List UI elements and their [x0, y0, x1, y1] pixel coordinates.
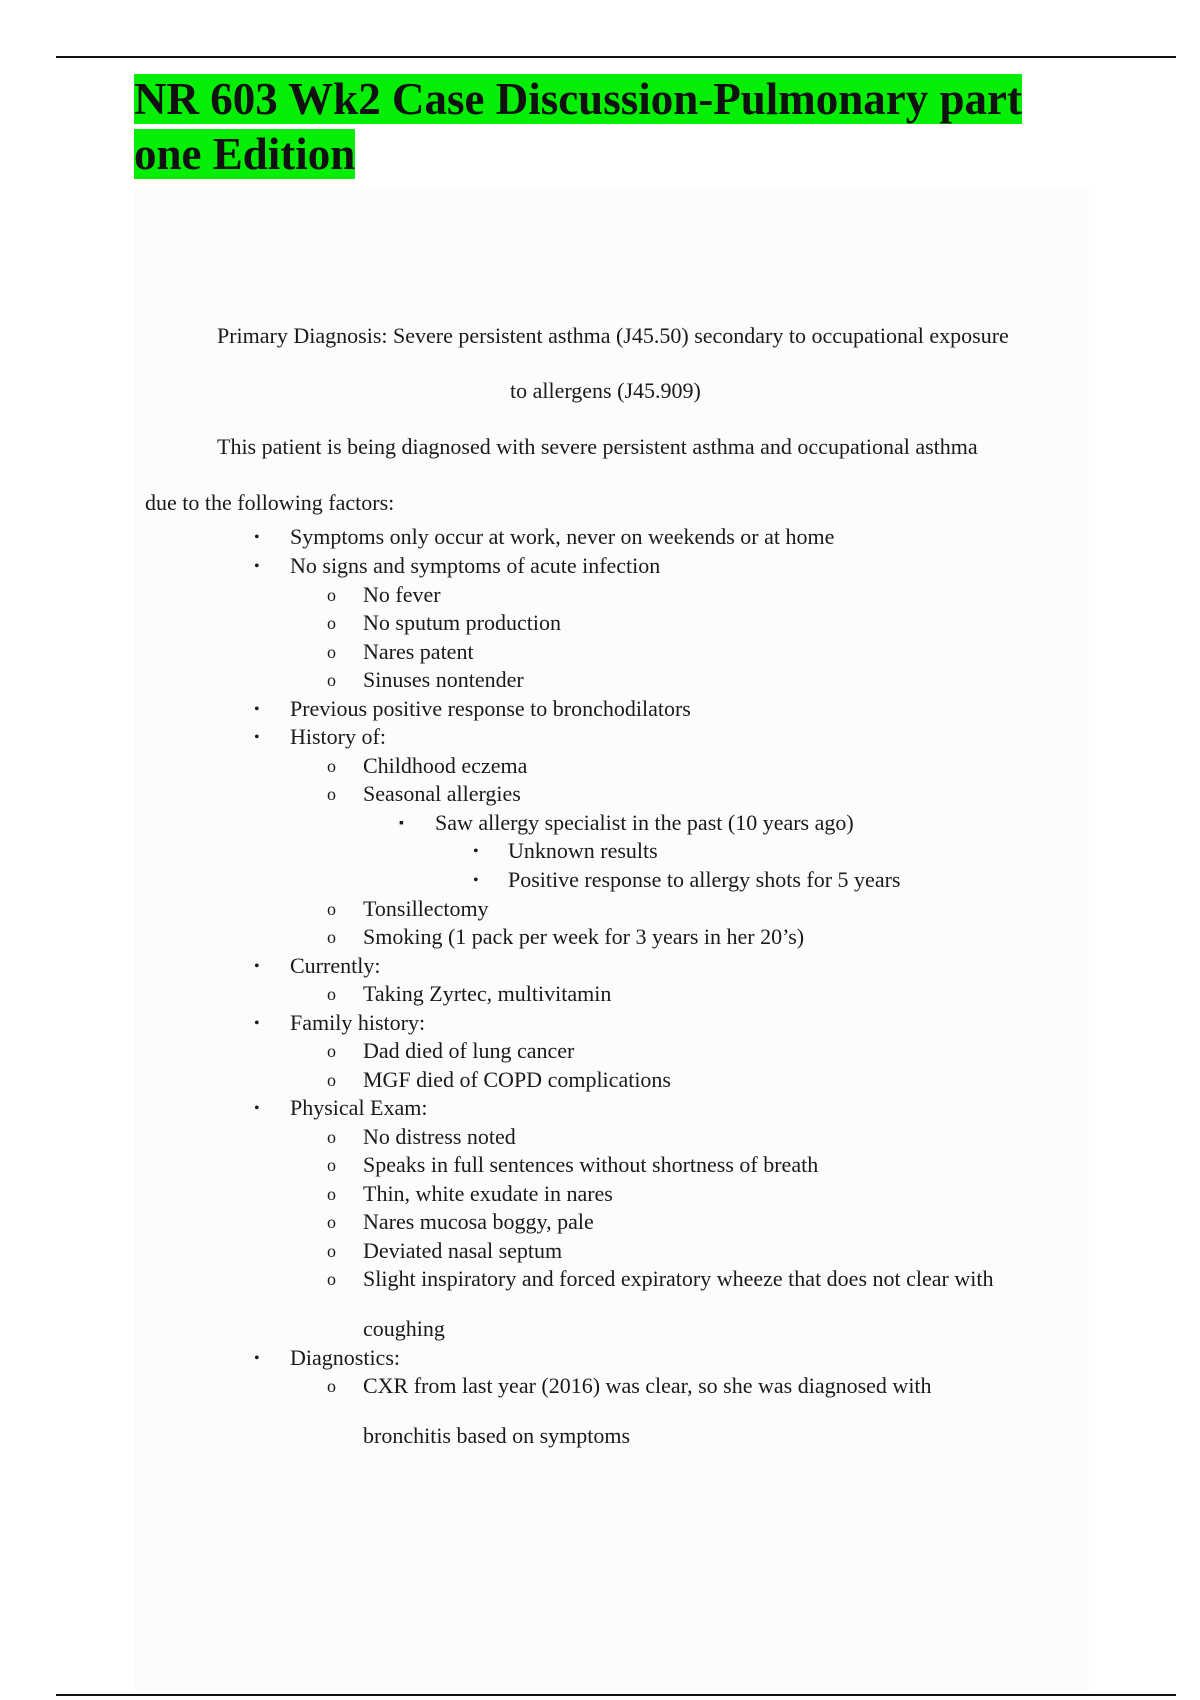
list-item: Thin, white exudate in nares — [363, 1181, 613, 1206]
list-item: Speaks in full sentences without shortness of breath — [363, 1152, 819, 1177]
list-item: Childhood eczema — [363, 753, 528, 778]
list-item: Dad died of lung cancer — [363, 1038, 575, 1063]
list-marker-level-2: o — [327, 1241, 336, 1261]
list-item: No signs and symptoms of acute infection — [290, 553, 661, 578]
list-item: Seasonal allergies — [363, 781, 521, 806]
intro-paragraph-continued: due to the following factors: — [145, 490, 395, 515]
list-marker-level-2: o — [327, 1376, 336, 1396]
list-marker-level-2: o — [327, 756, 336, 776]
list-marker-level-2: o — [327, 585, 336, 605]
list-marker-level-2: o — [327, 1041, 336, 1061]
list-item: Saw allergy specialist in the past (10 years ago) — [435, 810, 854, 835]
list-marker-level-2: o — [327, 642, 336, 662]
list-marker-level-4: • — [473, 843, 479, 860]
list-item: CXR from last year (2016) was clear, so she was diagnosed with — [363, 1373, 932, 1398]
list-marker-level-2: o — [327, 1127, 336, 1147]
title-line-1: NR 603 Wk2 Case Discussion-Pulmonary part — [134, 74, 1022, 124]
list-marker-level-2: o — [327, 670, 336, 690]
list-marker-level-1: • — [254, 701, 260, 718]
list-marker-level-2: o — [327, 1212, 336, 1232]
list-item: Physical Exam: — [290, 1095, 428, 1120]
list-item: Family history: — [290, 1010, 426, 1035]
list-item: Taking Zyrtec, multivitamin — [363, 981, 612, 1006]
list-item: Smoking (1 pack per week for 3 years in her 20’s) — [363, 924, 805, 949]
list-item: Slight inspiratory and forced expiratory wheeze that does not clear with — [363, 1266, 994, 1291]
list-item: History of: — [290, 724, 386, 749]
list-marker-level-2: o — [327, 784, 336, 804]
list-marker-level-1: • — [254, 958, 260, 975]
list-marker-level-2: o — [327, 1155, 336, 1175]
list-marker-level-4: • — [473, 872, 479, 889]
list-item: No sputum production — [363, 610, 561, 635]
list-item: Nares mucosa boggy, pale — [363, 1209, 594, 1234]
bottom-rule — [56, 1694, 1176, 1696]
list-marker-level-1: • — [254, 1350, 260, 1367]
list-item: Currently: — [290, 953, 381, 978]
list-item: Sinuses nontender — [363, 667, 524, 692]
list-item: Deviated nasal septum — [363, 1238, 563, 1263]
list-marker-level-1: • — [254, 1100, 260, 1117]
top-rule — [56, 56, 1176, 58]
list-marker-level-3: ▪ — [399, 816, 404, 831]
list-item: Positive response to allergy shots for 5 years — [508, 867, 901, 892]
list-marker-level-2: o — [327, 899, 336, 919]
list-item: coughing — [363, 1316, 445, 1341]
list-item: Symptoms only occur at work, never on weekends or at home — [290, 524, 835, 549]
list-item: No distress noted — [363, 1124, 516, 1149]
list-item: Diagnostics: — [290, 1345, 400, 1370]
list-marker-level-2: o — [327, 1269, 336, 1289]
list-marker-level-2: o — [327, 984, 336, 1004]
document-title — [134, 72, 1094, 182]
list-item: Nares patent — [363, 639, 474, 664]
title-line-2: one Edition — [134, 129, 356, 179]
list-marker-level-1: • — [254, 558, 260, 575]
list-item: Tonsillectomy — [363, 896, 489, 921]
list-marker-level-2: o — [327, 613, 336, 633]
list-marker-level-1: • — [254, 529, 260, 546]
intro-paragraph: This patient is being diagnosed with severe persistent asthma and occupational asthma — [217, 434, 978, 459]
list-item: Previous positive response to bronchodilators — [290, 696, 691, 721]
list-marker-level-1: • — [254, 1015, 260, 1032]
list-item: Unknown results — [508, 838, 658, 863]
list-marker-level-2: o — [327, 927, 336, 947]
list-item: No fever — [363, 582, 441, 607]
list-item: bronchitis based on symptoms — [363, 1423, 631, 1448]
list-marker-level-1: • — [254, 729, 260, 746]
list-marker-level-2: o — [327, 1184, 336, 1204]
list-item: MGF died of COPD complications — [363, 1067, 671, 1092]
primary-diagnosis: Primary Diagnosis: Severe persistent asthma (J45.50) secondary to occupational exposure — [217, 323, 1009, 348]
primary-diagnosis-continued: to allergens (J45.909) — [510, 378, 701, 403]
list-marker-level-2: o — [327, 1070, 336, 1090]
